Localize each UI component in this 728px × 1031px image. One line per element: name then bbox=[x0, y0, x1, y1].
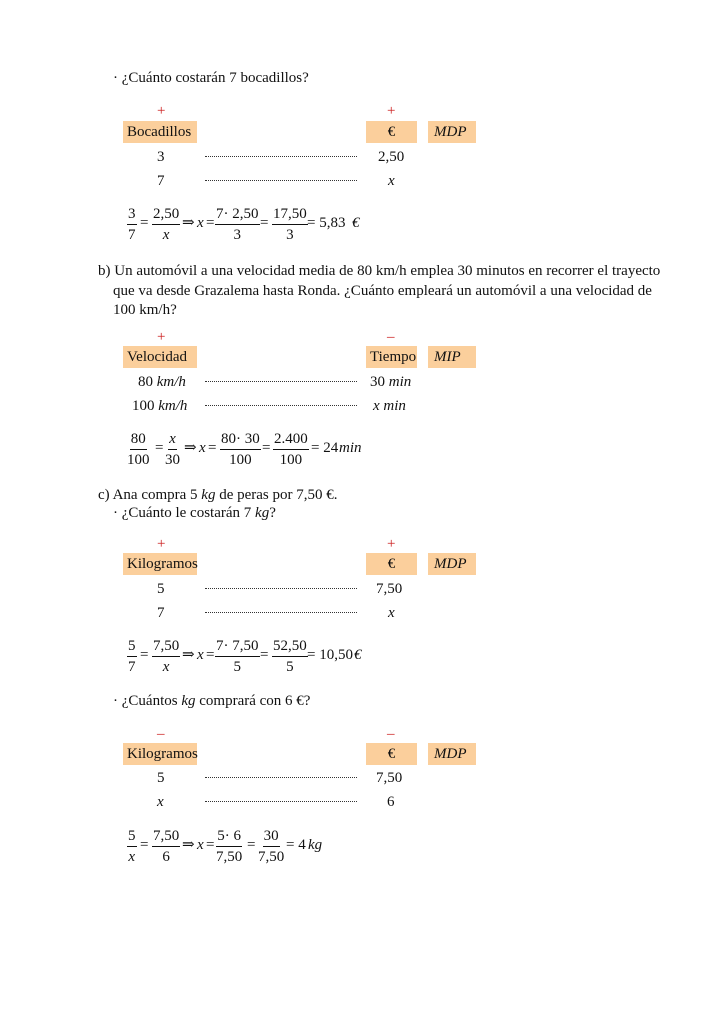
dotted-leader bbox=[205, 612, 357, 613]
variable-x: x bbox=[199, 440, 206, 456]
t2-r2-right: x min bbox=[373, 398, 406, 414]
fraction: $\frac{7\cdot 7,50}{5}$ bbox=[216, 638, 259, 675]
fraction: $\frac{80\cdot 30}{100}$ bbox=[221, 431, 260, 468]
fraction: $\frac{17,50}{3}$ bbox=[273, 206, 307, 243]
dotted-leader bbox=[205, 405, 357, 406]
fraction: $\frac{80}{100}$ bbox=[127, 431, 150, 468]
equals-sign: = bbox=[260, 647, 269, 663]
implies-arrow: ⇒ bbox=[184, 440, 197, 456]
header-velocidad: Velocidad bbox=[123, 346, 197, 368]
sign-right-3: + bbox=[387, 536, 396, 552]
equals-sign: = bbox=[140, 837, 149, 853]
question-bocadillos: · ¿Cuánto costarán 7 bocadillos? bbox=[113, 70, 309, 86]
question-c2: · ¿Cuántos kg comprará con 6 €? bbox=[113, 693, 311, 709]
fraction: $\frac{5}{x}$ bbox=[128, 828, 136, 865]
dotted-leader bbox=[205, 801, 357, 802]
header-kilogramos: Kilogramos bbox=[123, 743, 197, 765]
unit: € bbox=[352, 215, 360, 231]
tag-mip: MIP bbox=[428, 346, 476, 368]
fraction: $\frac{2,50}{x}$ bbox=[153, 206, 180, 243]
t4-r2-right: 6 bbox=[387, 794, 395, 810]
result: = 24 bbox=[311, 440, 339, 456]
header-tiempo: Tiempo bbox=[366, 346, 417, 368]
question-c1: · ¿Cuánto le costarán 7 kg? bbox=[113, 505, 276, 521]
equals-sign: = bbox=[140, 647, 149, 663]
tag-mdp-1: MDP bbox=[428, 121, 476, 143]
t2-r2-left: 100 km/h bbox=[132, 398, 188, 414]
t1-r1-right: 2,50 bbox=[378, 149, 405, 165]
dotted-leader bbox=[205, 777, 357, 778]
fraction: $\frac{7,50}{x}$ bbox=[153, 638, 180, 675]
t4-r1-left: 5 bbox=[157, 770, 165, 786]
variable-x: x bbox=[197, 647, 204, 663]
implies-arrow: ⇒ bbox=[182, 837, 195, 853]
equals-sign: = bbox=[140, 215, 149, 231]
sign-right-4: – bbox=[387, 726, 395, 742]
sign-left-3: + bbox=[157, 536, 166, 552]
equals-sign: = bbox=[155, 440, 164, 456]
problem-b-line3: 100 km/h? bbox=[113, 302, 177, 318]
t3-r1-right: 7,50 bbox=[376, 581, 403, 597]
t4-r1-right: 7,50 bbox=[376, 770, 403, 786]
sign-right-2: – bbox=[387, 329, 395, 345]
header-kilogramos: Kilogramos bbox=[123, 553, 197, 575]
equals-sign: = bbox=[262, 440, 271, 456]
fraction: $\frac{5}{7}$ bbox=[128, 638, 136, 675]
fraction: $\frac{3}{7}$ bbox=[128, 206, 136, 243]
dotted-leader bbox=[205, 156, 357, 157]
dotted-leader bbox=[205, 180, 357, 181]
sign-left-1: + bbox=[157, 103, 166, 119]
dotted-leader bbox=[205, 588, 357, 589]
problem-b-line2: que va desde Grazalema hasta Ronda. ¿Cuánto empleará un automóvil a una velocidad de bbox=[113, 283, 652, 299]
t2-r1-right: 30 min bbox=[370, 374, 412, 390]
fraction: $\frac{7,50}{6}$ bbox=[153, 828, 180, 865]
equals-sign: = bbox=[247, 837, 256, 853]
problem-c-line1: c) Ana compra 5 kg de peras por 7,50 €. bbox=[98, 487, 338, 503]
fraction: $\frac{7\cdot 2,50}{3}$ bbox=[216, 206, 259, 243]
t1-r2-right: x bbox=[388, 173, 395, 189]
equals-sign: = bbox=[260, 215, 269, 231]
variable-x: x bbox=[197, 215, 204, 231]
unit: min bbox=[339, 440, 362, 456]
fraction: $\frac{52,50}{5}$ bbox=[273, 638, 307, 675]
unit: kg bbox=[308, 837, 323, 853]
t3-r1-left: 5 bbox=[157, 581, 165, 597]
unit: € bbox=[354, 647, 362, 663]
implies-arrow: ⇒ bbox=[182, 215, 195, 231]
tag-mdp-4: MDP bbox=[428, 743, 476, 765]
t4-r2-left: x bbox=[157, 794, 164, 810]
equals-sign: = bbox=[206, 837, 215, 853]
equals-sign: = bbox=[206, 215, 215, 231]
problem-b-line1: b) Un automóvil a una velocidad media de 80 km/h emplea 30 minutos en recorrer el trayecto bbox=[98, 263, 661, 279]
t3-r2-right: x bbox=[388, 605, 395, 621]
result: = 4 bbox=[286, 837, 306, 853]
header-euro-3: € bbox=[366, 553, 417, 575]
result: = 5,83 bbox=[307, 215, 346, 231]
result: = 10,50 bbox=[307, 647, 353, 663]
tag-mdp-3: MDP bbox=[428, 553, 476, 575]
sign-left-4: – bbox=[157, 726, 165, 742]
header-euro-4: € bbox=[366, 743, 417, 765]
fraction: $\frac{2.400}{100}$ bbox=[274, 431, 308, 468]
header-bocadillos: Bocadillos bbox=[123, 121, 197, 143]
fraction: $\frac{30}{7,50}$ bbox=[258, 828, 285, 865]
header-euro-1: € bbox=[366, 121, 417, 143]
fraction: $\frac{x}{30}$ bbox=[165, 431, 180, 468]
fraction: $\frac{5\cdot 6}{7,50}$ bbox=[216, 828, 243, 865]
equals-sign: = bbox=[208, 440, 217, 456]
sign-right-1: + bbox=[387, 103, 396, 119]
variable-x: x bbox=[197, 837, 204, 853]
sign-left-2: + bbox=[157, 329, 166, 345]
equals-sign: = bbox=[206, 647, 215, 663]
dotted-leader bbox=[205, 381, 357, 382]
implies-arrow: ⇒ bbox=[182, 647, 195, 663]
t1-r2-left: 7 bbox=[157, 173, 165, 189]
t3-r2-left: 7 bbox=[157, 605, 165, 621]
t1-r1-left: 3 bbox=[157, 149, 165, 165]
t2-r1-left: 80 km/h bbox=[138, 374, 186, 390]
